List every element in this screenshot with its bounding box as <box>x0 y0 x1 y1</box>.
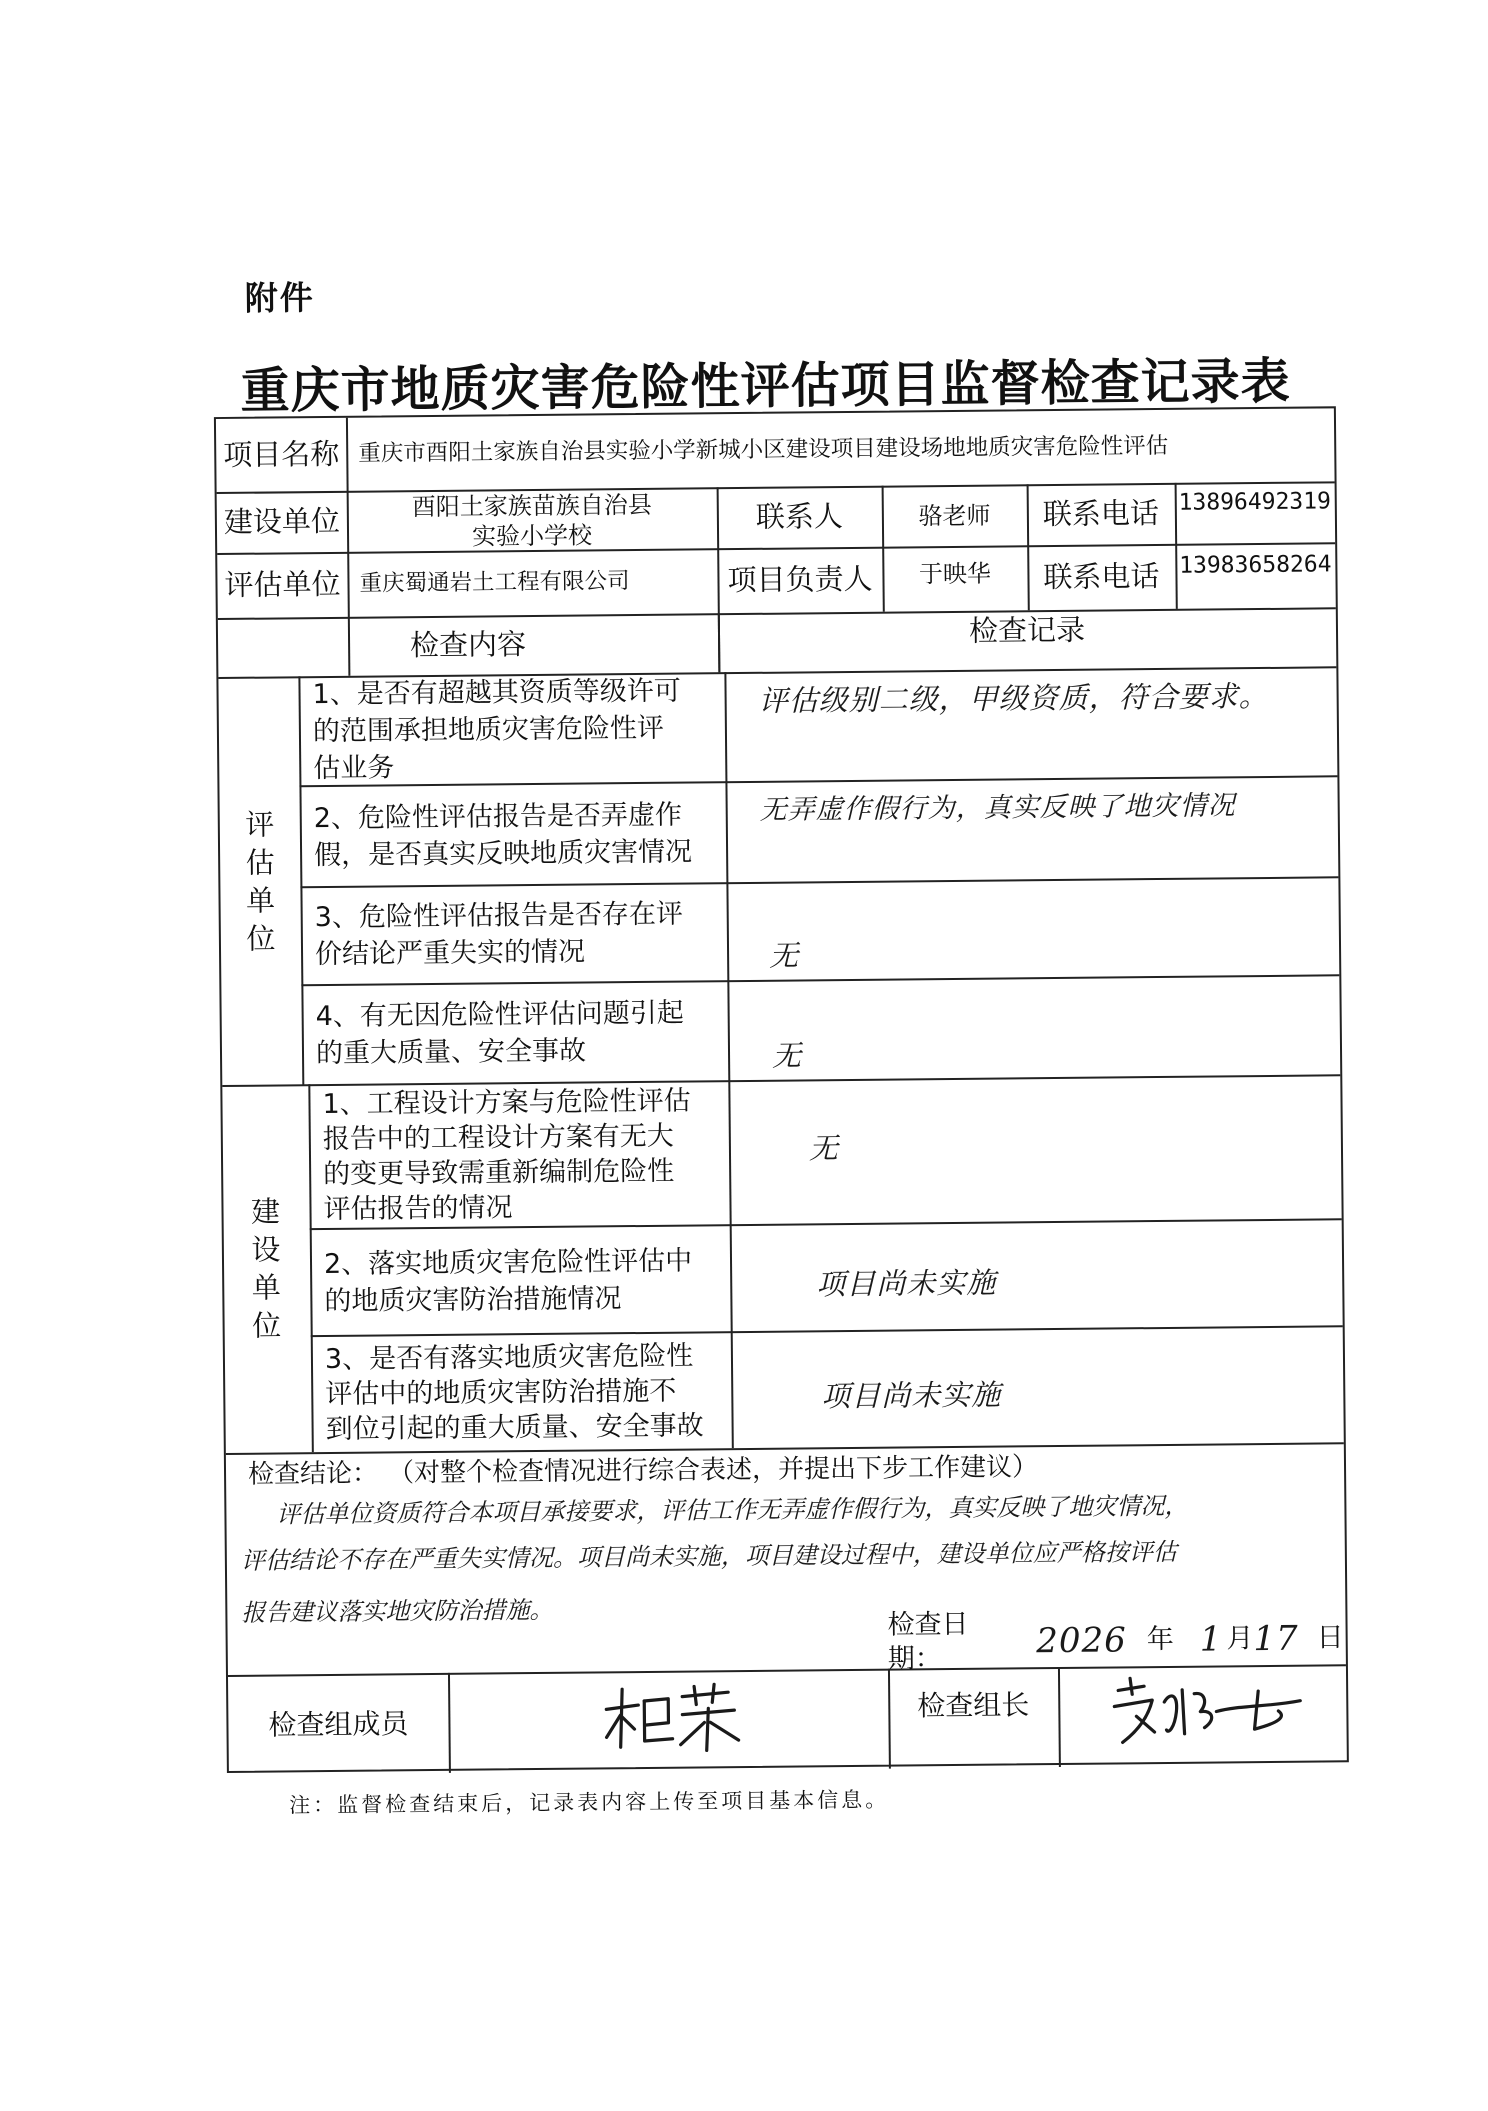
leader-signature <box>1108 1671 1309 1753</box>
year-unit: 年 <box>1146 1624 1174 1656</box>
builder-section-label: 建 设 单 位 <box>250 1194 282 1343</box>
evaluator-record-1: 评估级别二级，甲级资质，符合要求。 <box>758 678 1269 718</box>
date-label: 检查日期： <box>887 1609 969 1675</box>
builder-record-2: 项目尚未实施 <box>816 1265 997 1302</box>
evaluator-section-label: 评 估 单 位 <box>245 807 276 956</box>
conclusion-hint: （对整个检查情况进行综合表述，并提出下步工作建议） <box>387 1451 1039 1489</box>
attachment-label: 附件 <box>244 278 315 318</box>
manager-label: 项目负责人 <box>727 562 873 598</box>
content-header: 检查内容 <box>409 627 527 663</box>
evaluator-record-4: 无 <box>771 1038 803 1073</box>
footnote: 注：监督检查结束后，记录表内容上传至项目基本信息。 <box>289 1787 890 1818</box>
builder-value <box>347 490 718 552</box>
conclusion-line-2: 评估结论不存在严重失实情况。项目尚未实施，项目建设过程中，建设单位应严格按评估 <box>240 1537 1177 1575</box>
date-day: 17 <box>1253 1618 1299 1659</box>
conclusion-label: 检查结论： <box>247 1458 379 1490</box>
date-year: 2026 <box>1036 1620 1127 1661</box>
builder-question-2: 2、落实地质灾害危险性评估中 的地质灾害防治措施情况 <box>323 1245 693 1317</box>
date-month: 1 <box>1199 1619 1223 1660</box>
evaluator-value: 重庆蜀通岩土工程有限公司 <box>359 568 630 598</box>
leader-label: 检查组长 <box>917 1687 1030 1722</box>
builder-question-1: 1、工程设计方案与危险性评估 报告中的工程设计方案有无大 的变更导致需重新编制危险性 评估报告的情况 <box>322 1085 691 1226</box>
evaluator-question-2: 2、危险性评估报告是否弄虚作 假，是否真实反映地质灾害情况 <box>313 799 693 871</box>
inspection-date <box>887 1609 1344 1675</box>
phone-label: 联系电话 <box>1042 496 1160 532</box>
form-title: 重庆市地质灾害危险性评估项目监督检查记录表 <box>240 351 1291 420</box>
evaluator-record-3: 无 <box>768 938 800 973</box>
conclusion-line-3: 报告建议落实地灾防治措施。 <box>241 1595 554 1627</box>
phone2-label: 联系电话 <box>1043 559 1160 595</box>
member-signature <box>598 1678 749 1759</box>
builder-question-3: 3、是否有落实地质灾害危险性 评估中的地质灾害防治措施不 到位引起的重大质量、安全事故 <box>324 1340 704 1446</box>
project-name-value: 重庆市酉阳土家族自治县实验小学新城小区建设项目建设场地地质灾害危险性评估 <box>358 433 1169 468</box>
builder-record-1: 无 <box>808 1130 840 1166</box>
month-unit: 月 <box>1226 1623 1254 1655</box>
builder-record-3: 项目尚未实施 <box>821 1377 1002 1414</box>
project-name-label: 项目名称 <box>223 437 340 473</box>
record-header: 检查记录 <box>968 612 1086 648</box>
conclusion-line-1: 评估单位资质符合本项目承接要求，评估工作无弄虚作假行为，真实反映了地灾情况， <box>276 1491 1189 1529</box>
evaluator-question-1: 1、是否有超越其资质等级许可 的范围承担地质灾害危险性评 估业务 <box>312 675 681 785</box>
phone-value: 13896492319 <box>1178 487 1332 516</box>
evaluator-label: 评估单位 <box>224 567 341 603</box>
day-unit: 日 <box>1316 1622 1344 1654</box>
builder-label: 建设单位 <box>223 504 341 540</box>
builder-line-1: 酉阳土家族苗族自治县 <box>411 490 652 522</box>
evaluator-question-4: 4、有无因危险性评估问题引起 的重大质量、安全事故 <box>315 997 684 1070</box>
builder-line-2: 实验小学校 <box>471 521 593 551</box>
inspection-form <box>214 406 1349 1773</box>
contact-value: 骆老师 <box>918 501 991 530</box>
contact-label: 联系人 <box>755 499 844 535</box>
evaluator-question-3: 3、危险性评估报告是否存在评 价结论严重失实的情况 <box>314 898 684 971</box>
members-label: 检查组成员 <box>268 1706 409 1742</box>
evaluator-record-2: 无弄虚作假行为，真实反映了地灾情况 <box>759 790 1236 826</box>
manager-value: 于映华 <box>918 559 992 588</box>
phone2-value: 13983658264 <box>1179 551 1332 579</box>
